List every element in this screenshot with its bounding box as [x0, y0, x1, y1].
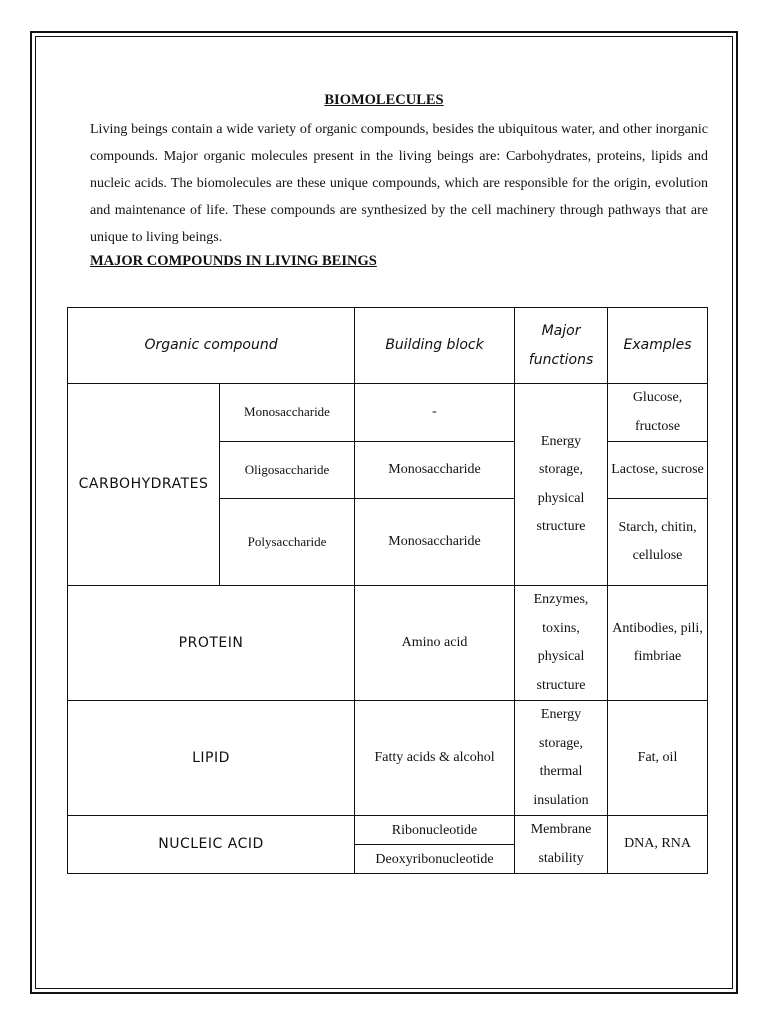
header-building-block: Building block: [355, 308, 515, 384]
table-row: [68, 586, 708, 701]
examples-cell: Antibodies, pili, fimbriae: [608, 586, 708, 701]
carbohydrate-type: Oligosaccharide: [220, 442, 355, 499]
compound-name-carbohydrates: CARBOHYDRATES: [68, 384, 220, 586]
table-header-row: [68, 308, 708, 384]
building-block-cell: Monosaccharide: [355, 442, 515, 499]
compounds-table: [67, 307, 708, 874]
building-block-cell: Deoxyribonucleotide: [355, 845, 515, 874]
header-major-functions: Major functions: [515, 308, 608, 384]
table-row: [68, 384, 708, 442]
carbohydrate-type: Monosaccharide: [220, 384, 355, 442]
compound-name-nucleic-acid: NUCLEIC ACID: [68, 816, 355, 874]
intro-paragraph: Living beings contain a wide variety of organic compounds, besides the ubiquitous water, and other inorganic compounds. Major organic molecules present in the living beings are: Carbohydrates, proteins, lipids and nucleic acids. The biomolecules are these unique compounds, which are responsible for the origin, evolution and maintenance of life. These compounds are synthesized by the cell machinery through pathways that are unique to living beings.: [90, 122, 708, 245]
section-heading: MAJOR COMPOUNDS IN LIVING BEINGS: [90, 253, 377, 269]
examples-cell: Starch, chitin, cellulose: [608, 499, 708, 586]
carbohydrate-type: Polysaccharide: [220, 499, 355, 586]
building-block-cell: -: [355, 384, 515, 442]
table-row: [68, 701, 708, 816]
examples-cell: Fat, oil: [608, 701, 708, 816]
examples-cell: Glucose, fructose: [608, 384, 708, 442]
functions-carbohydrates: Energy storage, physical structure: [515, 384, 608, 586]
document-title: BIOMOLECULES: [324, 92, 444, 108]
functions-nucleic-acid: Membrane stability: [515, 816, 608, 874]
compound-name-lipid: LIPID: [68, 701, 355, 816]
building-block-cell: Fatty acids & alcohol: [355, 701, 515, 816]
header-organic-compound: Organic compound: [68, 308, 355, 384]
functions-protein: Enzymes, toxins, physical structure: [515, 586, 608, 701]
building-block-cell: Ribonucleotide: [355, 816, 515, 845]
header-examples: Examples: [608, 308, 708, 384]
examples-cell: DNA, RNA: [608, 816, 708, 874]
compound-name-protein: PROTEIN: [68, 586, 355, 701]
table-row: [68, 816, 708, 845]
examples-cell: Lactose, sucrose: [608, 442, 708, 499]
building-block-cell: Amino acid: [355, 586, 515, 701]
functions-lipid: Energy storage, thermal insulation: [515, 701, 608, 816]
building-block-cell: Monosaccharide: [355, 499, 515, 586]
